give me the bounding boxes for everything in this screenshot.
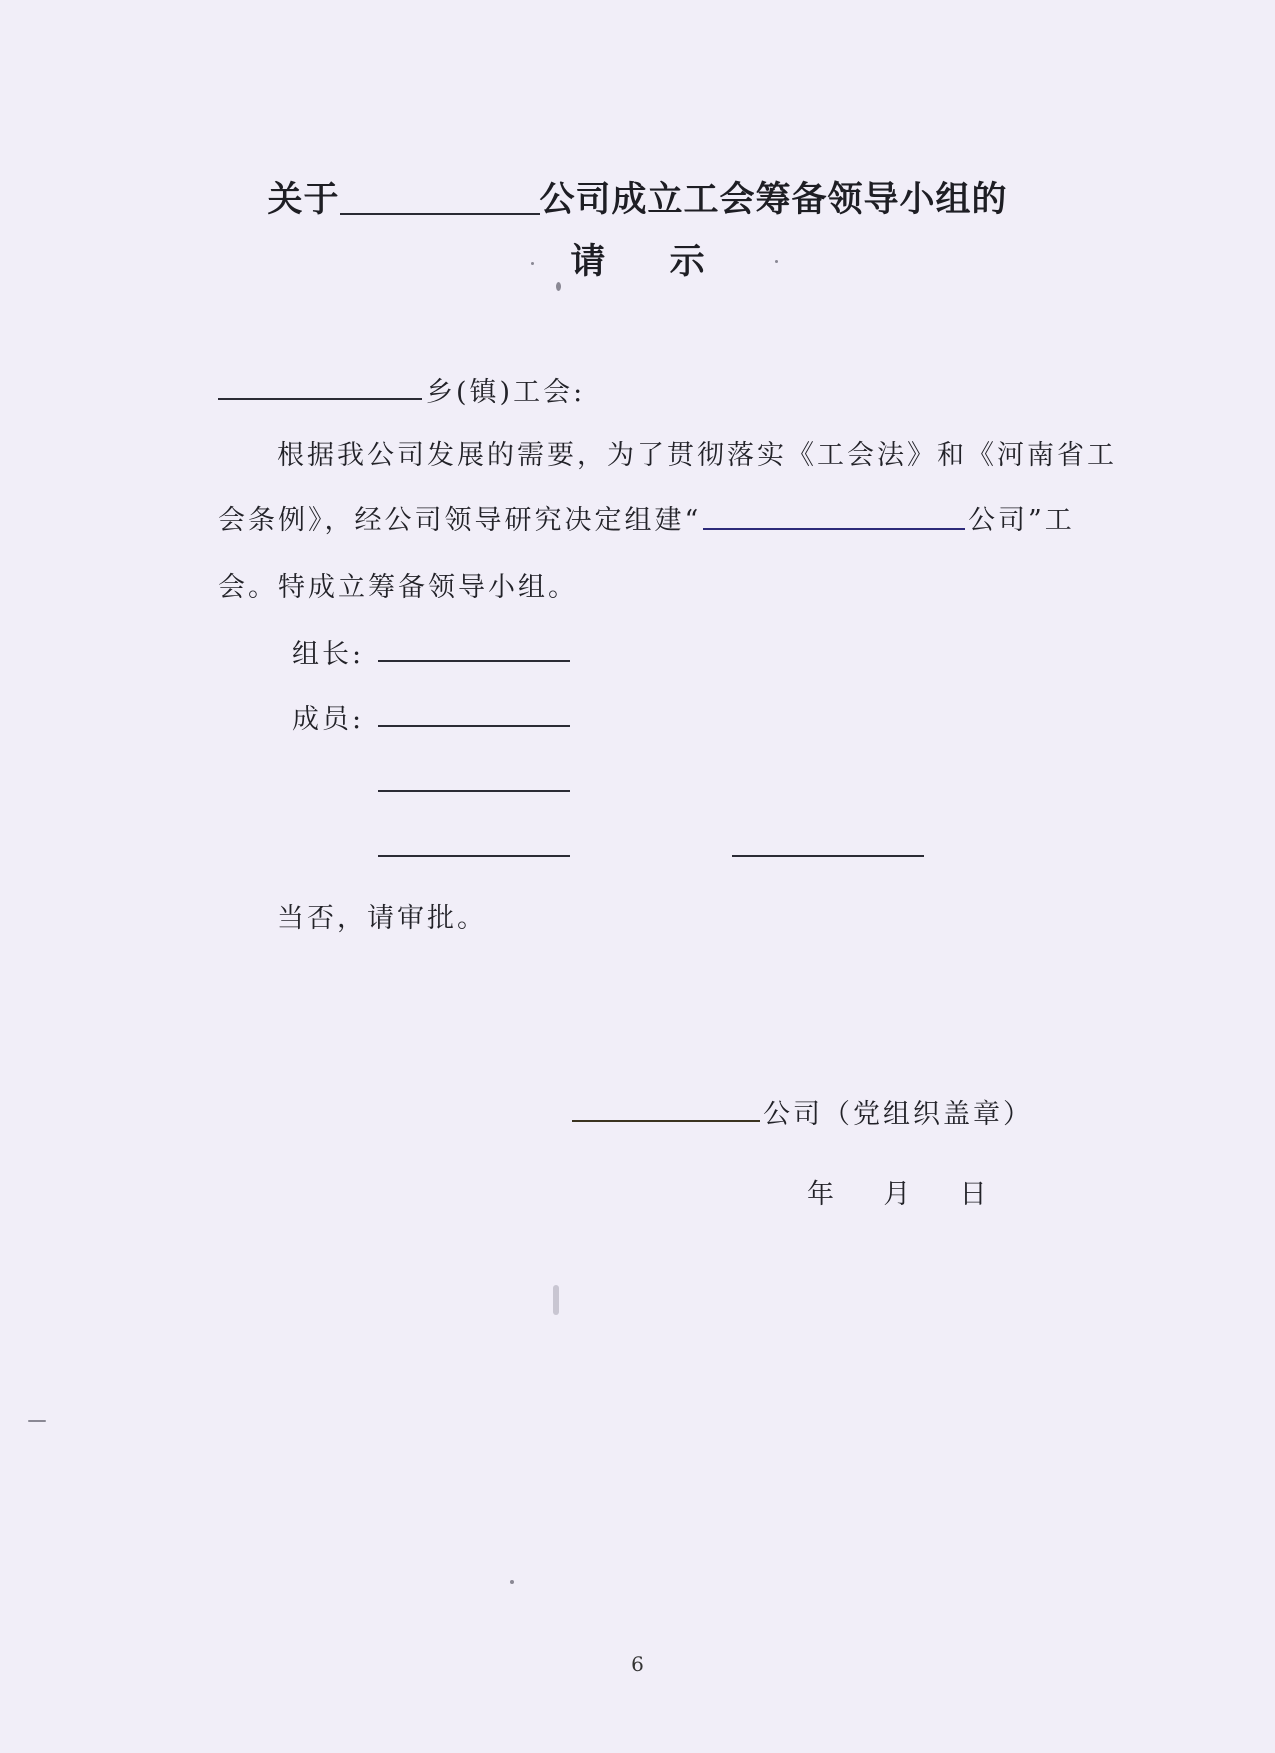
date-line: 年 月 日 [807, 1179, 990, 1210]
scan-speck [28, 1420, 46, 1422]
body-line-2-prefix: 会条例》，经公司领导研究决定组建“ [218, 505, 702, 536]
scan-speck [553, 1285, 559, 1315]
signature-text: 公司（党组织盖章） [763, 1099, 1033, 1130]
scan-speck [556, 282, 561, 291]
body-line-3: 会。特成立筹备领导小组。 [218, 572, 578, 603]
member-blank-3 [378, 855, 570, 857]
body-line-1: 根据我公司发展的需要，为了贯彻落实《工会法》和《河南省工 [277, 440, 1117, 471]
document-title [0, 172, 1275, 222]
member-blank-2 [378, 790, 570, 792]
page-number: 6 [631, 1652, 644, 1676]
closing-text: 当否，请审批。 [277, 903, 487, 934]
document-title-line-2: 请 示 [570, 241, 731, 282]
scan-speck [775, 260, 778, 263]
signature-company-blank [572, 1120, 760, 1122]
title-prefix: 关于 [267, 179, 340, 220]
scan-speck [531, 262, 534, 265]
member-label: 成员: [292, 704, 365, 735]
company-name-blank [703, 528, 965, 530]
title-suffix: 公司成立工会筹备领导小组的 [539, 179, 1008, 220]
salutation-text: 乡(镇)工会: [426, 377, 586, 408]
leader-blank [378, 660, 570, 662]
leader-label: 组长: [292, 639, 365, 670]
member-blank-4 [732, 855, 924, 857]
body-line-2-suffix: 公司”工 [968, 505, 1075, 536]
salutation-blank [218, 398, 422, 400]
scan-speck [510, 1580, 514, 1584]
title-company-blank [340, 178, 540, 215]
member-blank-1 [378, 725, 570, 727]
